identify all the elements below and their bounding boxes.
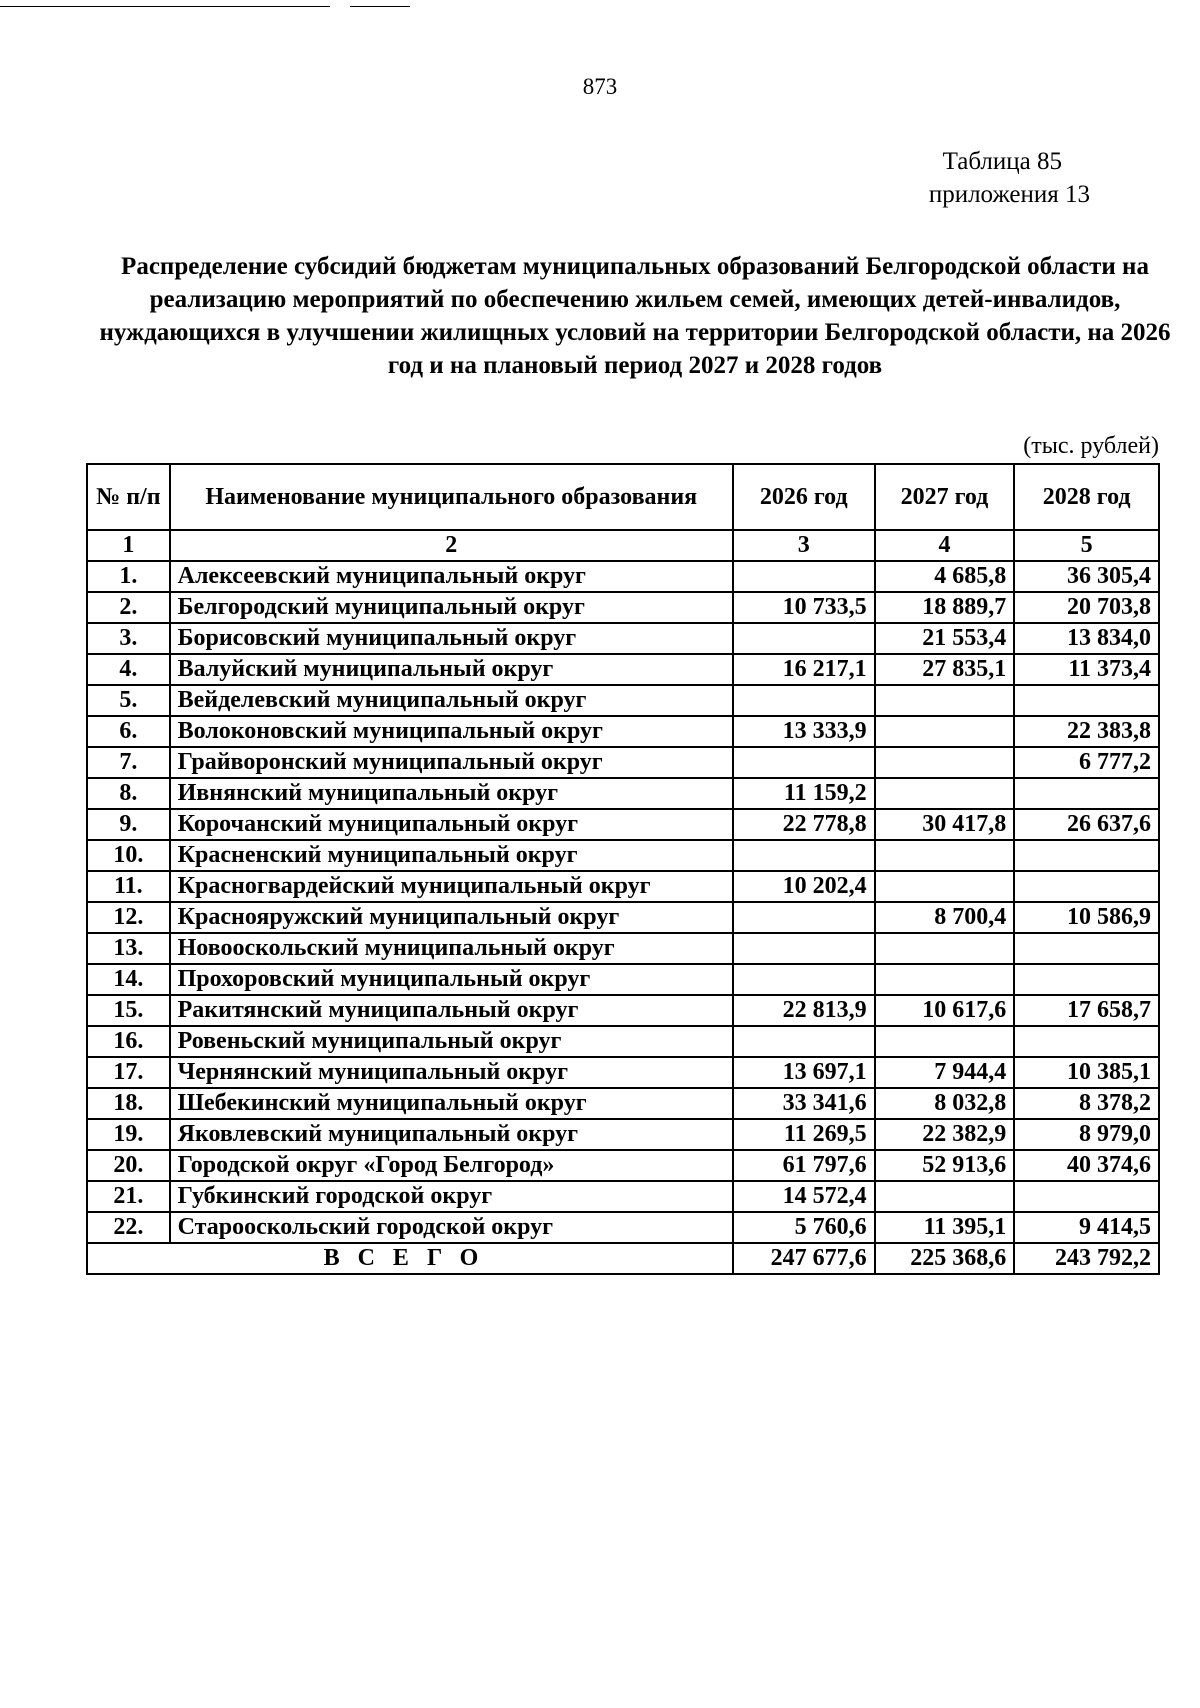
table-row — [87, 623, 1159, 654]
table-reference — [929, 145, 1090, 211]
row-number: 19. — [87, 1119, 170, 1150]
row-value-2028 — [1014, 964, 1159, 995]
total-row — [87, 1243, 1159, 1274]
row-municipality: Красненский муниципальный округ — [170, 840, 733, 871]
row-number: 1. — [87, 561, 170, 592]
row-municipality: Валуйский муниципальный округ — [170, 654, 733, 685]
row-value-2027: 7 944,4 — [875, 1057, 1015, 1088]
column-number: 5 — [1014, 530, 1159, 561]
table-row — [87, 902, 1159, 933]
row-value-2027: 27 835,1 — [875, 654, 1015, 685]
subsidy-table — [86, 463, 1160, 1275]
row-value-2026 — [733, 623, 875, 654]
header-2027: 2027 год — [875, 464, 1015, 530]
table-row — [87, 840, 1159, 871]
total-label: ВСЕГО — [87, 1243, 733, 1274]
row-value-2026: 22 778,8 — [733, 809, 875, 840]
total-2028: 243 792,2 — [1014, 1243, 1159, 1274]
row-municipality: Ракитянский муниципальный округ — [170, 995, 733, 1026]
row-value-2028 — [1014, 871, 1159, 902]
row-value-2028: 40 374,6 — [1014, 1150, 1159, 1181]
row-value-2027 — [875, 964, 1015, 995]
row-value-2028 — [1014, 1181, 1159, 1212]
row-value-2027: 11 395,1 — [875, 1212, 1015, 1243]
table-row — [87, 809, 1159, 840]
table-row — [87, 1026, 1159, 1057]
row-value-2026: 11 269,5 — [733, 1119, 875, 1150]
table-row — [87, 747, 1159, 778]
row-value-2028 — [1014, 933, 1159, 964]
row-value-2028: 36 305,4 — [1014, 561, 1159, 592]
row-value-2028: 8 378,2 — [1014, 1088, 1159, 1119]
row-number: 18. — [87, 1088, 170, 1119]
row-municipality: Алексеевский муниципальный округ — [170, 561, 733, 592]
row-number: 5. — [87, 685, 170, 716]
row-number: 7. — [87, 747, 170, 778]
row-number: 8. — [87, 778, 170, 809]
page-number: 873 — [582, 74, 618, 99]
row-value-2026: 5 760,6 — [733, 1212, 875, 1243]
row-municipality: Шебекинский муниципальный округ — [170, 1088, 733, 1119]
row-value-2027 — [875, 716, 1015, 747]
table-row — [87, 1088, 1159, 1119]
row-municipality: Старооскольский городской округ — [170, 1212, 733, 1243]
row-value-2028: 22 383,8 — [1014, 716, 1159, 747]
row-municipality: Прохоровский муниципальный округ — [170, 964, 733, 995]
row-value-2027: 8 032,8 — [875, 1088, 1015, 1119]
row-municipality: Яковлевский муниципальный округ — [170, 1119, 733, 1150]
table-row — [87, 1119, 1159, 1150]
top-rule — [0, 6, 330, 7]
row-value-2027 — [875, 747, 1015, 778]
row-value-2026 — [733, 840, 875, 871]
column-number: 2 — [170, 530, 733, 561]
row-municipality: Новооскольский муниципальный округ — [170, 933, 733, 964]
row-number: 9. — [87, 809, 170, 840]
row-municipality: Грайворонский муниципальный округ — [170, 747, 733, 778]
row-number: 13. — [87, 933, 170, 964]
table-row — [87, 871, 1159, 902]
row-value-2027: 18 889,7 — [875, 592, 1015, 623]
row-number: 3. — [87, 623, 170, 654]
row-value-2026 — [733, 1026, 875, 1057]
row-value-2027: 8 700,4 — [875, 902, 1015, 933]
row-municipality: Ивнянский муниципальный округ — [170, 778, 733, 809]
row-number: 15. — [87, 995, 170, 1026]
row-value-2027 — [875, 871, 1015, 902]
table-row — [87, 995, 1159, 1026]
total-2027: 225 368,6 — [875, 1243, 1015, 1274]
row-value-2026: 13 333,9 — [733, 716, 875, 747]
table-row — [87, 1150, 1159, 1181]
row-value-2027: 10 617,6 — [875, 995, 1015, 1026]
column-number: 1 — [87, 530, 170, 561]
row-value-2027 — [875, 778, 1015, 809]
row-value-2027: 4 685,8 — [875, 561, 1015, 592]
units-label: (тыс. рублей) — [1023, 433, 1159, 459]
table-row — [87, 933, 1159, 964]
row-value-2027: 30 417,8 — [875, 809, 1015, 840]
row-municipality: Белгородский муниципальный округ — [170, 592, 733, 623]
row-value-2026 — [733, 964, 875, 995]
row-municipality: Ровеньский муниципальный округ — [170, 1026, 733, 1057]
table-body — [87, 561, 1159, 1243]
row-value-2026 — [733, 561, 875, 592]
column-number-row — [87, 530, 1159, 561]
row-number: 22. — [87, 1212, 170, 1243]
row-value-2026: 13 697,1 — [733, 1057, 875, 1088]
table-reference-line1: Таблица 85 — [942, 148, 1062, 175]
column-number: 4 — [875, 530, 1015, 561]
row-value-2026: 10 733,5 — [733, 592, 875, 623]
total-2026: 247 677,6 — [733, 1243, 875, 1274]
row-value-2027: 22 382,9 — [875, 1119, 1015, 1150]
row-number: 17. — [87, 1057, 170, 1088]
row-value-2027 — [875, 1181, 1015, 1212]
row-value-2028: 26 637,6 — [1014, 809, 1159, 840]
row-municipality: Губкинский городской округ — [170, 1181, 733, 1212]
row-value-2027: 52 913,6 — [875, 1150, 1015, 1181]
table-row — [87, 654, 1159, 685]
row-value-2028: 10 586,9 — [1014, 902, 1159, 933]
row-number: 12. — [87, 902, 170, 933]
row-number: 11. — [87, 871, 170, 902]
row-value-2026 — [733, 747, 875, 778]
row-municipality: Красногвардейский муниципальный округ — [170, 871, 733, 902]
row-value-2026: 11 159,2 — [733, 778, 875, 809]
row-value-2027 — [875, 933, 1015, 964]
row-value-2026: 22 813,9 — [733, 995, 875, 1026]
row-number: 14. — [87, 964, 170, 995]
row-value-2028 — [1014, 685, 1159, 716]
row-value-2028: 13 834,0 — [1014, 623, 1159, 654]
row-number: 16. — [87, 1026, 170, 1057]
row-value-2028 — [1014, 840, 1159, 871]
row-number: 2. — [87, 592, 170, 623]
table-row — [87, 561, 1159, 592]
row-number: 20. — [87, 1150, 170, 1181]
row-value-2026: 16 217,1 — [733, 654, 875, 685]
row-value-2028: 20 703,8 — [1014, 592, 1159, 623]
row-municipality: Городской округ «Город Белгород» — [170, 1150, 733, 1181]
row-number: 4. — [87, 654, 170, 685]
row-value-2028: 11 373,4 — [1014, 654, 1159, 685]
row-value-2027 — [875, 685, 1015, 716]
row-number: 6. — [87, 716, 170, 747]
row-value-2026 — [733, 685, 875, 716]
row-value-2027 — [875, 840, 1015, 871]
row-value-2028 — [1014, 778, 1159, 809]
row-value-2027 — [875, 1026, 1015, 1057]
header-num: № п/п — [87, 464, 170, 530]
header-row — [87, 464, 1159, 530]
table-row — [87, 685, 1159, 716]
top-rule-short — [350, 6, 410, 7]
row-value-2028 — [1014, 1026, 1159, 1057]
row-value-2026: 10 202,4 — [733, 871, 875, 902]
row-value-2026 — [733, 902, 875, 933]
table-reference-line2: приложения 13 — [928, 181, 1090, 208]
row-number: 21. — [87, 1181, 170, 1212]
row-municipality: Корочанский муниципальный округ — [170, 809, 733, 840]
table-row — [87, 1181, 1159, 1212]
row-municipality: Краснояружский муниципальный округ — [170, 902, 733, 933]
header-2026: 2026 год — [733, 464, 875, 530]
row-value-2027: 21 553,4 — [875, 623, 1015, 654]
row-value-2028: 17 658,7 — [1014, 995, 1159, 1026]
table-row — [87, 964, 1159, 995]
table-row — [87, 1212, 1159, 1243]
row-value-2028: 8 979,0 — [1014, 1119, 1159, 1150]
row-value-2026: 14 572,4 — [733, 1181, 875, 1212]
row-municipality: Борисовский муниципальный округ — [170, 623, 733, 654]
row-municipality: Чернянский муниципальный округ — [170, 1057, 733, 1088]
row-municipality: Волоконовский муниципальный округ — [170, 716, 733, 747]
table-row — [87, 778, 1159, 809]
table-row — [87, 592, 1159, 623]
table-row — [87, 716, 1159, 747]
column-number: 3 — [733, 530, 875, 561]
header-2028: 2028 год — [1014, 464, 1159, 530]
row-municipality: Вейделевский муниципальный округ — [170, 685, 733, 716]
row-value-2026: 61 797,6 — [733, 1150, 875, 1181]
row-value-2028: 9 414,5 — [1014, 1212, 1159, 1243]
row-value-2028: 6 777,2 — [1014, 747, 1159, 778]
row-value-2028: 10 385,1 — [1014, 1057, 1159, 1088]
table-row — [87, 1057, 1159, 1088]
document-title: Распределение субсидий бюджетам муниципальных образований Белгородской области на реализацию мероприятий по обеспечению жильем семей, имеющих детей-инвалидов, нуждающихся в улучшении жилищных условий на территории Белгородской области, на 2026 год и на плановый период 2027 и 2028 годов — [99, 253, 1171, 379]
row-value-2026: 33 341,6 — [733, 1088, 875, 1119]
row-value-2026 — [733, 933, 875, 964]
header-name: Наименование муниципального образования — [170, 464, 733, 530]
row-number: 10. — [87, 840, 170, 871]
